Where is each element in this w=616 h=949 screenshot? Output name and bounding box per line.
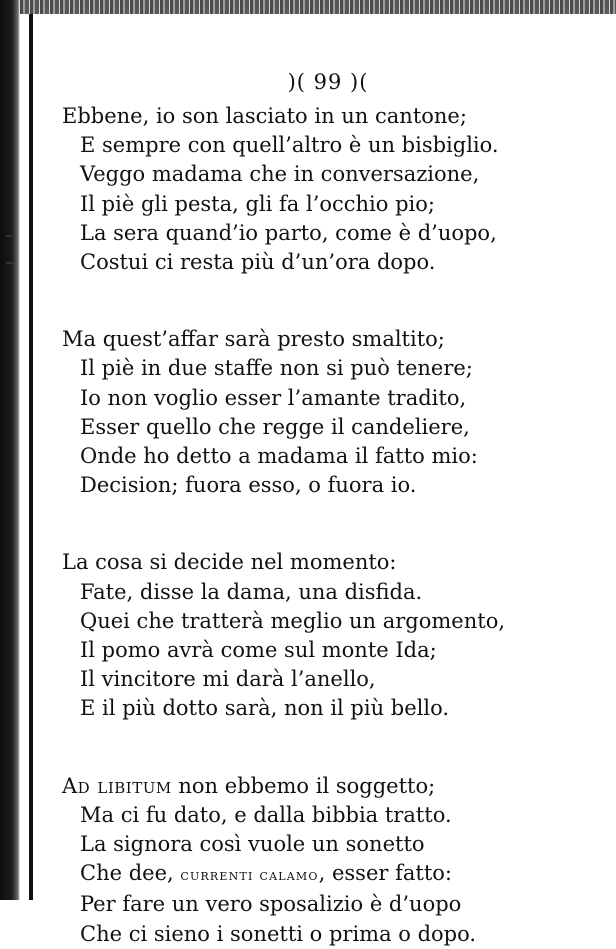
verse-line: Ma ci fu dato, e dalla bibbia tratto. xyxy=(80,802,452,827)
verse-line: Ebbene, io son lasciato in un cantone; xyxy=(62,104,467,128)
verse-text: Che dee, xyxy=(80,861,181,886)
small-caps-phrase: currenti calamo xyxy=(180,866,319,885)
verse-line: E il più dotto sarà, non il più bello. xyxy=(80,696,450,721)
gutter-line xyxy=(29,14,33,900)
verse-line xyxy=(62,859,602,890)
verse-line: Che ci sieno i sonetti o prima o dopo. xyxy=(80,921,477,946)
stanza-3 xyxy=(62,548,602,723)
verse-line: La sera quand’io parto, come è d’uopo, xyxy=(80,220,497,245)
page-number: )( 99 )( xyxy=(287,70,369,94)
verse-line: Quei che tratterà meglio un argomento, xyxy=(80,608,506,633)
verse-line: Decision; fuora esso, o fuora io. xyxy=(80,473,417,498)
margin-mark xyxy=(6,235,14,237)
verse-line: Esser quello che regge il candeliere, xyxy=(80,414,470,439)
verse-line: Il piè in due staffe non si può tenere; xyxy=(80,356,473,381)
verse-text: non ebbemo il soggetto; xyxy=(171,773,436,798)
verse-line: E sempre con quell’altro è un bisbiglio. xyxy=(80,133,499,158)
page-top-edge xyxy=(0,0,616,14)
verse-line: Il vincitore mi darà l’anello, xyxy=(80,667,376,692)
verse-line: Per fare un vero sposalizio è d’uopo xyxy=(80,892,462,917)
verse-text: , esser fatto: xyxy=(318,861,452,886)
poem xyxy=(62,102,602,949)
verse-line: Ma quest’affar sarà presto smaltito; xyxy=(62,327,445,352)
verse-line: La cosa si decide nel momento: xyxy=(62,550,397,575)
verse-line: Onde ho detto a madama il fatto mio: xyxy=(80,444,478,469)
verse-line: Fate, disse la dama, una disfida. xyxy=(80,579,423,604)
margin-mark xyxy=(6,262,14,264)
book-spine-edge xyxy=(0,0,20,900)
verse-line: Il piè gli pesta, gli fa l’occhio pio; xyxy=(80,191,435,216)
verse-line xyxy=(62,772,602,801)
stanza-4 xyxy=(62,772,602,949)
verse-line: Veggo madama che in conversazione, xyxy=(80,162,480,187)
verse-line: La signora così vuole un sonetto xyxy=(80,832,425,857)
verse-line: Il pomo avrà come sul monte Ida; xyxy=(80,638,437,663)
stanza-2 xyxy=(62,325,602,500)
verse-line: Io non voglio esser l’amante tradito, xyxy=(80,385,467,410)
verse-line: Costui ci resta più d’un’ora dopo. xyxy=(80,250,436,275)
small-caps-phrase: Ad libitum xyxy=(62,773,172,798)
stanza-1 xyxy=(62,102,602,277)
